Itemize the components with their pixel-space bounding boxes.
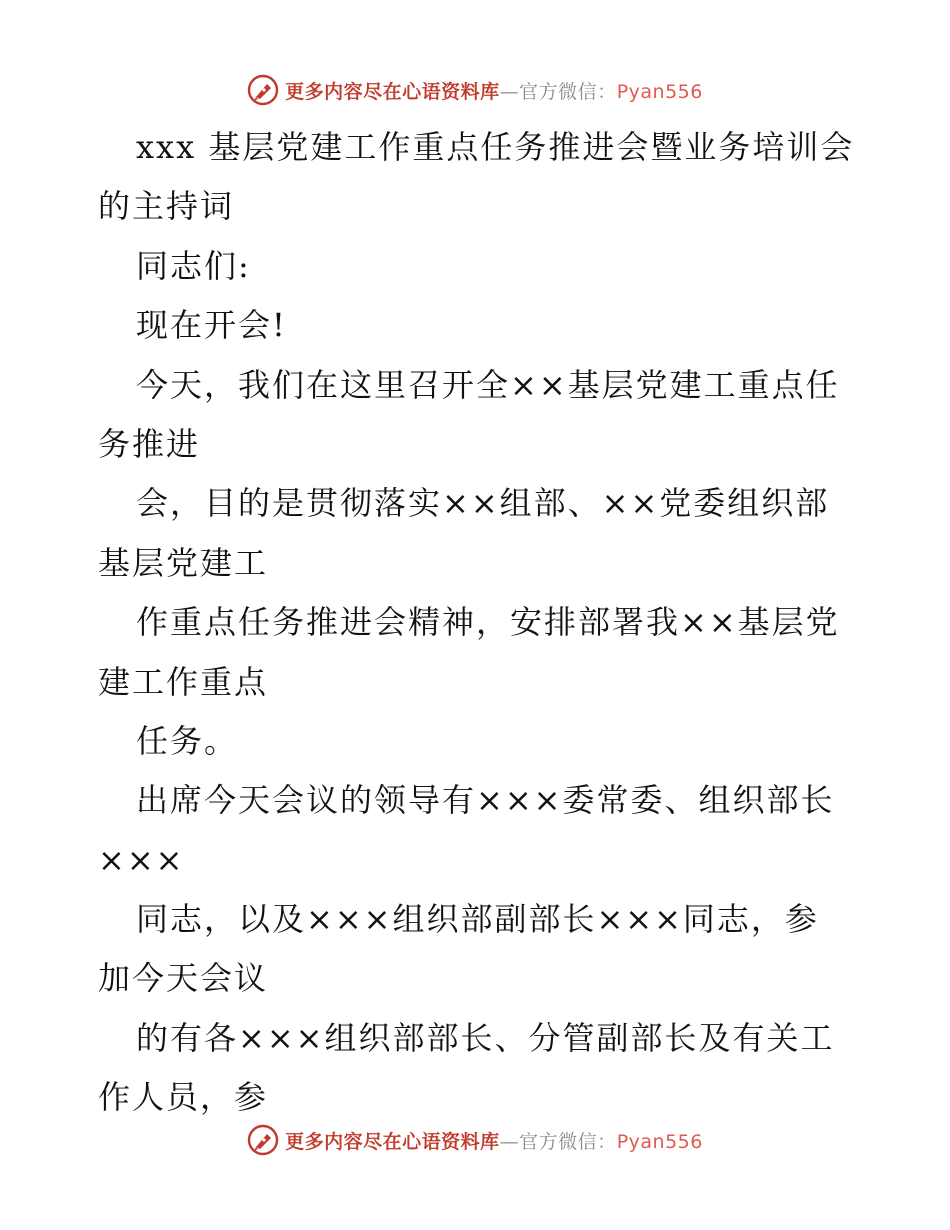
banner-wechat-id: Pyan556 — [616, 1130, 703, 1153]
banner-title: 更多内容尽在心语资料库 — [285, 80, 500, 103]
title-line-1: xxx 基层党建工作重点任务推进会暨业务培训会 — [136, 128, 855, 166]
banner-wechat-id: Pyan556 — [616, 80, 703, 103]
text-line: 作重点任务推进会精神，安排部署我××基层党 — [136, 603, 840, 642]
header-banner — [0, 70, 950, 110]
title-line-2: 的主持词 — [98, 187, 235, 226]
text-line: 建工作重点 — [98, 662, 269, 701]
banner-separator: — — [499, 1130, 520, 1153]
banner-title: 更多内容尽在心语资料库 — [285, 1130, 500, 1153]
pen-nib-logo-icon — [247, 1124, 279, 1156]
banner-wechat-label: 官方微信： — [519, 1130, 617, 1153]
document-body — [98, 118, 858, 1128]
text-line: 基层党建工 — [98, 543, 269, 582]
pen-nib-logo-icon — [247, 74, 279, 106]
banner-wechat-label: 官方微信： — [519, 80, 617, 103]
text-line: 同志，以及×××组织部副部长×××同志，参 — [136, 900, 819, 939]
text-line: 会，目的是贯彻落实××组部、××党委组织部 — [136, 484, 830, 523]
text-line: ××× — [98, 840, 185, 879]
text-line: 任务。 — [136, 721, 239, 760]
text-line: 加今天会议 — [98, 959, 269, 998]
text-line: 今天，我们在这里召开全××基层党建工重点任 — [136, 365, 840, 404]
text-line: 出席今天会议的领导有×××委常委、组织部长 — [136, 781, 835, 820]
banner-separator: — — [499, 80, 520, 103]
text-line: 同志们: — [136, 246, 251, 285]
text-line: 作人员，参 — [98, 1078, 269, 1117]
text-line: 务推进 — [98, 424, 201, 463]
footer-banner — [0, 1120, 950, 1160]
text-line: 的有各×××组织部部长、分管副部长及有关工 — [136, 1018, 835, 1057]
text-line: 现在开会! — [136, 306, 287, 345]
